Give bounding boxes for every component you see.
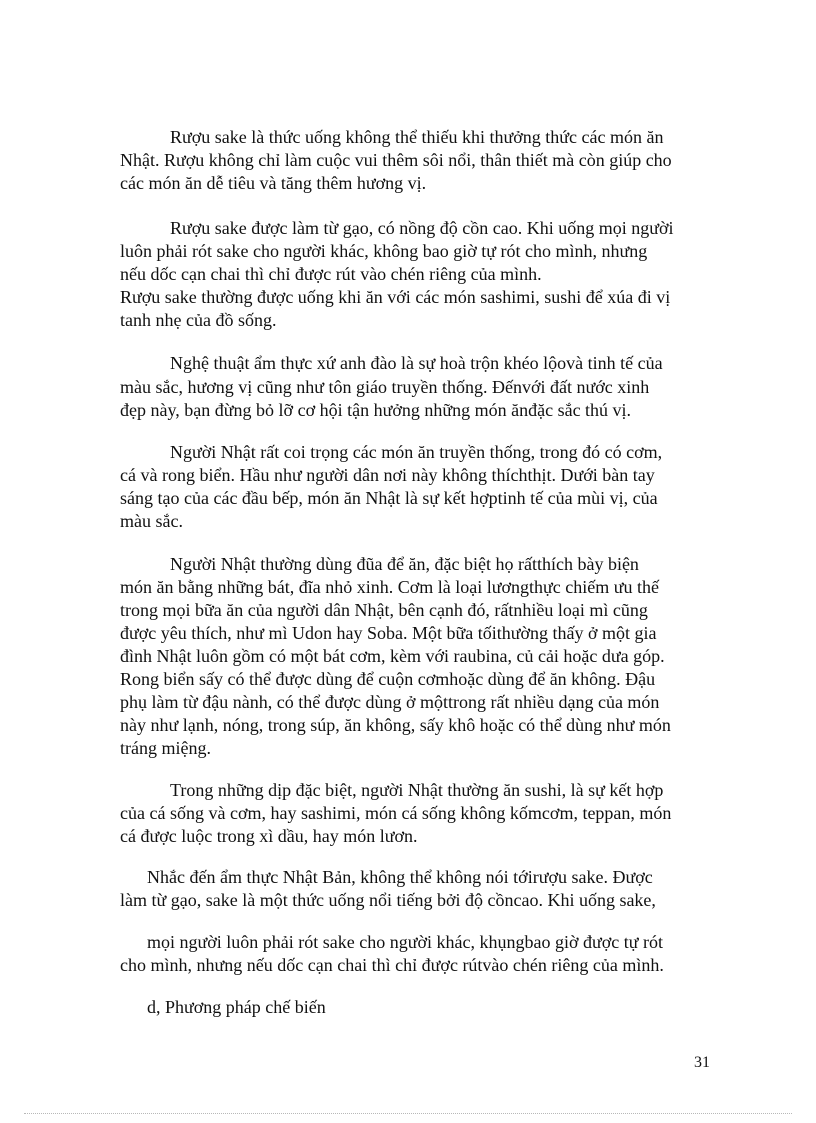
paragraph-5-line-7: phụ làm từ đậu nành, có thể được dùng ở mộttrong rất nhiều dạng của món bbox=[120, 692, 660, 712]
page-bottom-divider bbox=[24, 1113, 792, 1114]
paragraph-2-line-3: nếu dốc cạn chai thì chỉ được rút vào chén riêng của mình. bbox=[120, 264, 542, 284]
paragraph-5-line-2: món ăn bằng những bát, đĩa nhỏ xinh. Cơm là loại lươngthực chiếm ưu thế bbox=[120, 577, 659, 597]
paragraph-4-line-2: cá và rong biển. Hầu như người dân nơi này không thíchthịt. Dưới bàn tay bbox=[120, 465, 655, 485]
paragraph-6-line-3: cá được luộc trong xì dầu, hay món lươn. bbox=[120, 826, 418, 846]
paragraph-5-line-5: đình Nhật luôn gồm có một bát cơm, kèm với raubina, củ cải hoặc dưa góp. bbox=[120, 646, 665, 666]
paragraph-4-line-4: màu sắc. bbox=[120, 511, 183, 531]
paragraph-4-line-1: Người Nhật rất coi trọng các món ăn truyền thống, trong đó có cơm, bbox=[170, 442, 663, 462]
paragraph-3-line-2: màu sắc, hương vị cũng như tôn giáo truyền thống. Đếnvới đất nước xinh bbox=[120, 377, 650, 397]
paragraph-3-line-1: Nghệ thuật ẩm thực xứ anh đào là sự hoà trộn khéo lộovà tinh tế của bbox=[170, 353, 663, 373]
paragraph-5-line-6: Rong biển sấy có thể được dùng để cuộn cơmhoặc dùng để ăn không. Đậu bbox=[120, 669, 656, 689]
paragraph-1-line-1: Rượu sake là thức uống không thể thiếu khi thưởng thức các món ăn bbox=[170, 127, 664, 147]
paragraph-7-line-2: làm từ gạo, sake là một thức uống nổi tiếng bởi độ cồncao. Khi uống sake, bbox=[120, 890, 656, 910]
paragraph-5-line-9: tráng miệng. bbox=[120, 738, 211, 758]
paragraph-5-line-8: này như lạnh, nóng, trong súp, ăn không, sấy khô hoặc có thể dùng như món bbox=[120, 715, 671, 735]
paragraph-4-line-3: sáng tạo của các đầu bếp, món ăn Nhật là sự kết hợptinh tế của mùi vị, của bbox=[120, 488, 658, 508]
paragraph-7-line-1: Nhắc đến ẩm thực Nhật Bản, không thể không nói tớirượu sake. Được bbox=[147, 867, 653, 887]
paragraph-8-line-1: mọi người luôn phải rót sake cho người khác, khụngbao giờ được tự rót bbox=[147, 932, 664, 952]
paragraph-2-line-1: Rượu sake được làm từ gạo, có nồng độ cồn cao. Khi uống mọi người bbox=[170, 218, 674, 238]
paragraph-2-line-4: Rượu sake thường được uống khi ăn với các món sashimi, sushi để xúa đi vị bbox=[120, 287, 671, 307]
paragraph-6-line-1: Trong những dịp đặc biệt, người Nhật thường ăn sushi, là sự kết hợp bbox=[170, 780, 664, 800]
paragraph-6-line-2: của cá sống và cơm, hay sashimi, món cá sống không kốmcơm, teppan, món bbox=[120, 803, 672, 823]
paragraph-8-line-2: cho mình, nhưng nếu dốc cạn chai thì chỉ được rútvào chén riêng của mình. bbox=[120, 955, 664, 975]
paragraph-1-line-3: các món ăn dễ tiêu và tăng thêm hương vị. bbox=[120, 173, 427, 193]
paragraph-2-line-5: tanh nhẹ của đồ sống. bbox=[120, 310, 277, 330]
page-number: 31 bbox=[694, 1054, 710, 1071]
paragraph-1-line-2: Nhật. Rượu không chỉ làm cuộc vui thêm sôi nổi, thân thiết mà còn giúp cho bbox=[120, 150, 672, 170]
paragraph-3-line-3: đẹp này, bạn đừng bỏ lỡ cơ hội tận hưởng những món ănđặc sắc thú vị. bbox=[120, 400, 632, 420]
paragraph-5-line-4: được yêu thích, như mì Udon hay Soba. Một bữa tốithường thấy ở một gia bbox=[120, 623, 657, 643]
paragraph-2-line-2: luôn phải rót sake cho người khác, không bao giờ tự rót cho mình, nhưng bbox=[120, 241, 648, 261]
paragraph-5-line-3: trong mọi bữa ăn của người dân Nhật, bên cạnh đó, rấtnhiều loại mì cũng bbox=[120, 600, 648, 620]
paragraph-5-line-1: Người Nhật thường dùng đũa để ăn, đặc biệt họ rấtthích bày biện bbox=[170, 554, 639, 574]
section-heading: d, Phương pháp chế biến bbox=[147, 997, 326, 1017]
